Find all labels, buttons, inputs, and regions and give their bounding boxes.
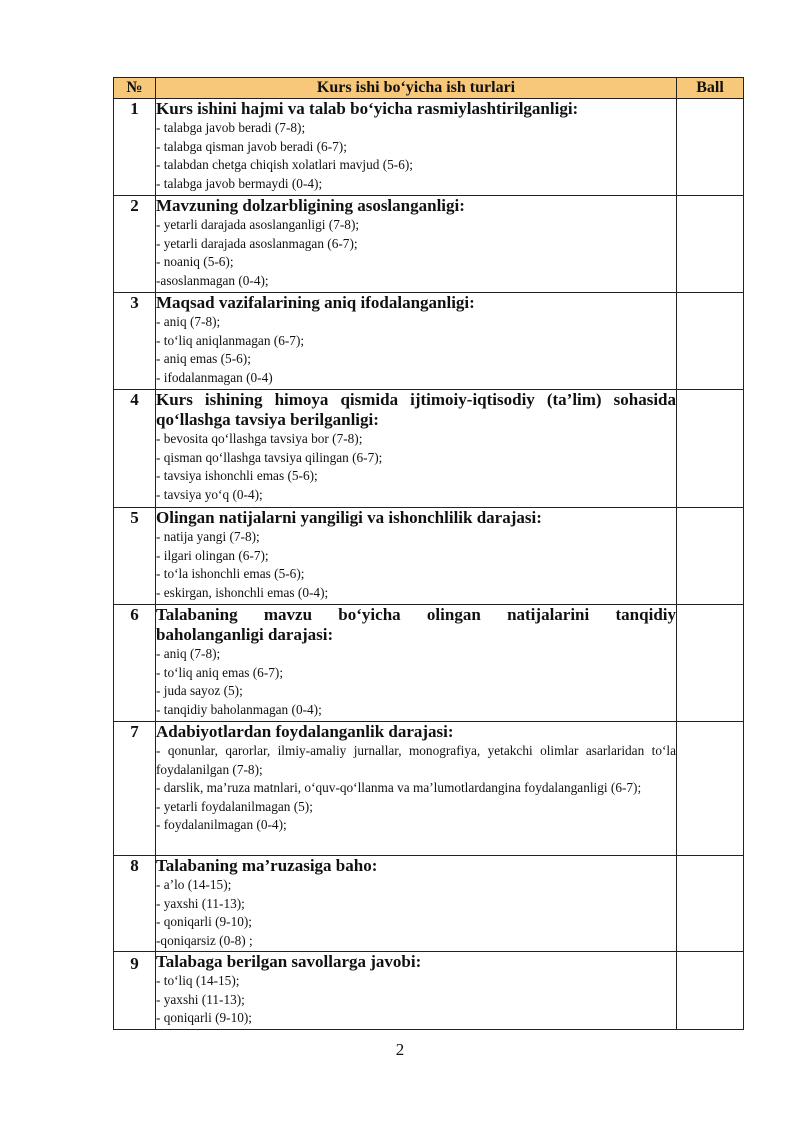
table-row xyxy=(114,508,744,605)
header-ball: Ball xyxy=(677,78,744,99)
table-row xyxy=(114,722,744,856)
ball-cell xyxy=(677,508,744,605)
criterion-items xyxy=(156,742,676,835)
criterion-cell xyxy=(156,952,677,1030)
ball-cell xyxy=(677,856,744,952)
criterion-items xyxy=(156,645,676,719)
list-item: - eskirgan, ishonchli emas (0-4); xyxy=(156,584,329,600)
criterion-cell xyxy=(156,722,677,856)
table-header-row xyxy=(114,78,744,99)
ball-cell xyxy=(677,722,744,856)
criterion-title: Maqsad vazifalarining aniq ifodalanganligi: xyxy=(156,293,475,312)
list-item: - talabga javob bermaydi (0-4); xyxy=(156,175,323,191)
page-number: 2 xyxy=(395,1040,405,1059)
list-item: - ilgari olingan (6-7); xyxy=(156,547,269,563)
list-item: - to‘la ishonchli emas (5-6); xyxy=(156,566,305,581)
criterion-cell xyxy=(156,390,677,508)
table-row xyxy=(114,196,744,293)
list-item: - to‘liq (14-15); xyxy=(156,973,240,988)
criterion-cell xyxy=(156,856,677,952)
list-item: - darslik, ma’ruza matnlari, o‘quv-qo‘llanma va ma’lumotlardangina foydalanganligi (6-7); xyxy=(156,780,642,795)
criterion-cell xyxy=(156,293,677,390)
row-number: 2 xyxy=(114,196,156,293)
list-item: - qisman qo‘llashga tavsiya qilingan (6-7); xyxy=(156,449,383,465)
criterion-cell xyxy=(156,99,677,196)
list-item: - tavsiya ishonchli emas (5-6); xyxy=(156,468,318,483)
criterion-cell xyxy=(156,605,677,722)
row-number: 8 xyxy=(114,856,156,952)
list-item: - tanqidiy baholanmagan (0-4); xyxy=(156,701,322,717)
criterion-title: Mavzuning dolzarbligining asoslanganligi: xyxy=(156,196,465,215)
row-number: 7 xyxy=(114,722,156,856)
criterion-title: Adabiyotlardan foydalanganlik darajasi: xyxy=(156,722,454,741)
list-item: - noaniq (5-6); xyxy=(156,254,234,269)
row-number: 6 xyxy=(114,605,156,722)
list-item: - yetarli darajada asoslanmagan (6-7); xyxy=(156,235,358,251)
criterion-items xyxy=(156,119,676,193)
list-item: - foydalanilmagan (0-4); xyxy=(156,817,287,832)
row-number: 1 xyxy=(114,99,156,196)
criterion-title: Kurs ishining himoya qismida ijtimoiy-iqtisodiy (ta’lim) sohasida qo‘llashga tavsiya berilganligi: xyxy=(156,390,676,429)
list-item: - aniq (7-8); xyxy=(156,314,221,329)
criterion-items xyxy=(156,216,676,290)
table-row xyxy=(114,605,744,722)
row-number: 3 xyxy=(114,293,156,390)
list-item: - bevosita qo‘llashga tavsiya bor (7-8); xyxy=(156,431,363,446)
list-item: - qonunlar, qarorlar, ilmiy-amaliy jurnallar, monografiya, yetakchi olimlar asarlaridan to‘la foydalanilgan (7-8); xyxy=(156,743,676,777)
table-row xyxy=(114,390,744,508)
list-item: -qoniqarsiz (0-8) ; xyxy=(156,932,253,948)
criterion-title: Talabaga berilgan savollarga javobi: xyxy=(156,952,422,971)
criterion-title: Olingan natijalarni yangiligi va ishonchlilik darajasi: xyxy=(156,508,542,527)
criterion-items xyxy=(156,972,676,1028)
row-number: 4 xyxy=(114,390,156,508)
table-row xyxy=(114,856,744,952)
list-item: -asoslanmagan (0-4); xyxy=(156,272,269,288)
list-item: - talabga qisman javob beradi (6-7); xyxy=(156,138,347,154)
list-item: - qoniqarli (9-10); xyxy=(156,914,253,929)
criteria-table xyxy=(113,77,744,1030)
criterion-title: Talabaning ma’ruzasiga baho: xyxy=(156,856,378,875)
ball-cell xyxy=(677,390,744,508)
table-row xyxy=(114,99,744,196)
ball-cell xyxy=(677,293,744,390)
list-item: - aniq emas (5-6); xyxy=(156,351,251,366)
list-item: - tavsiya yo‘q (0-4); xyxy=(156,486,263,502)
criterion-cell xyxy=(156,196,677,293)
list-item: - talabdan chetga chiqish xolatlari mavjud (5-6); xyxy=(156,157,413,172)
list-item: - to‘liq aniqlanmagan (6-7); xyxy=(156,332,305,348)
ball-cell xyxy=(677,605,744,722)
list-item: - aniq (7-8); xyxy=(156,646,221,661)
criterion-title: Talabaning mavzu bo‘yicha olingan natijalarini tanqidiy baholanganligi darajasi: xyxy=(156,605,676,644)
header-work-types: Kurs ishi bo‘yicha ish turlari xyxy=(156,78,677,99)
list-item: - a’lo (14-15); xyxy=(156,877,232,892)
list-item: - natija yangi (7-8); xyxy=(156,529,260,544)
ball-cell xyxy=(677,952,744,1030)
list-item: - talabga javob beradi (7-8); xyxy=(156,120,306,135)
ball-cell xyxy=(677,196,744,293)
list-item: - yetarli darajada asoslanganligi (7-8); xyxy=(156,217,360,232)
list-item: - juda sayoz (5); xyxy=(156,683,243,698)
list-item: - ifodalanmagan (0-4) xyxy=(156,369,273,385)
criterion-cell xyxy=(156,508,677,605)
list-item: - qoniqarli (9-10); xyxy=(156,1010,253,1025)
list-item: - to‘liq aniq emas (6-7); xyxy=(156,664,284,680)
list-item: - yetarli foydalanilmagan (5); xyxy=(156,798,313,814)
row-number: 9 xyxy=(114,952,156,1030)
ball-cell xyxy=(677,99,744,196)
header-number: № xyxy=(114,78,156,99)
criterion-items xyxy=(156,313,676,387)
criterion-title: Kurs ishini hajmi va talab bo‘yicha rasmiylashtirilganligi: xyxy=(156,99,579,118)
list-item: - yaxshi (11-13); xyxy=(156,991,245,1007)
row-number: 5 xyxy=(114,508,156,605)
criterion-items xyxy=(156,430,676,504)
criterion-items xyxy=(156,876,676,950)
list-item: - yaxshi (11-13); xyxy=(156,895,245,911)
criterion-items xyxy=(156,528,676,602)
table-row xyxy=(114,293,744,390)
table-row xyxy=(114,952,744,1030)
